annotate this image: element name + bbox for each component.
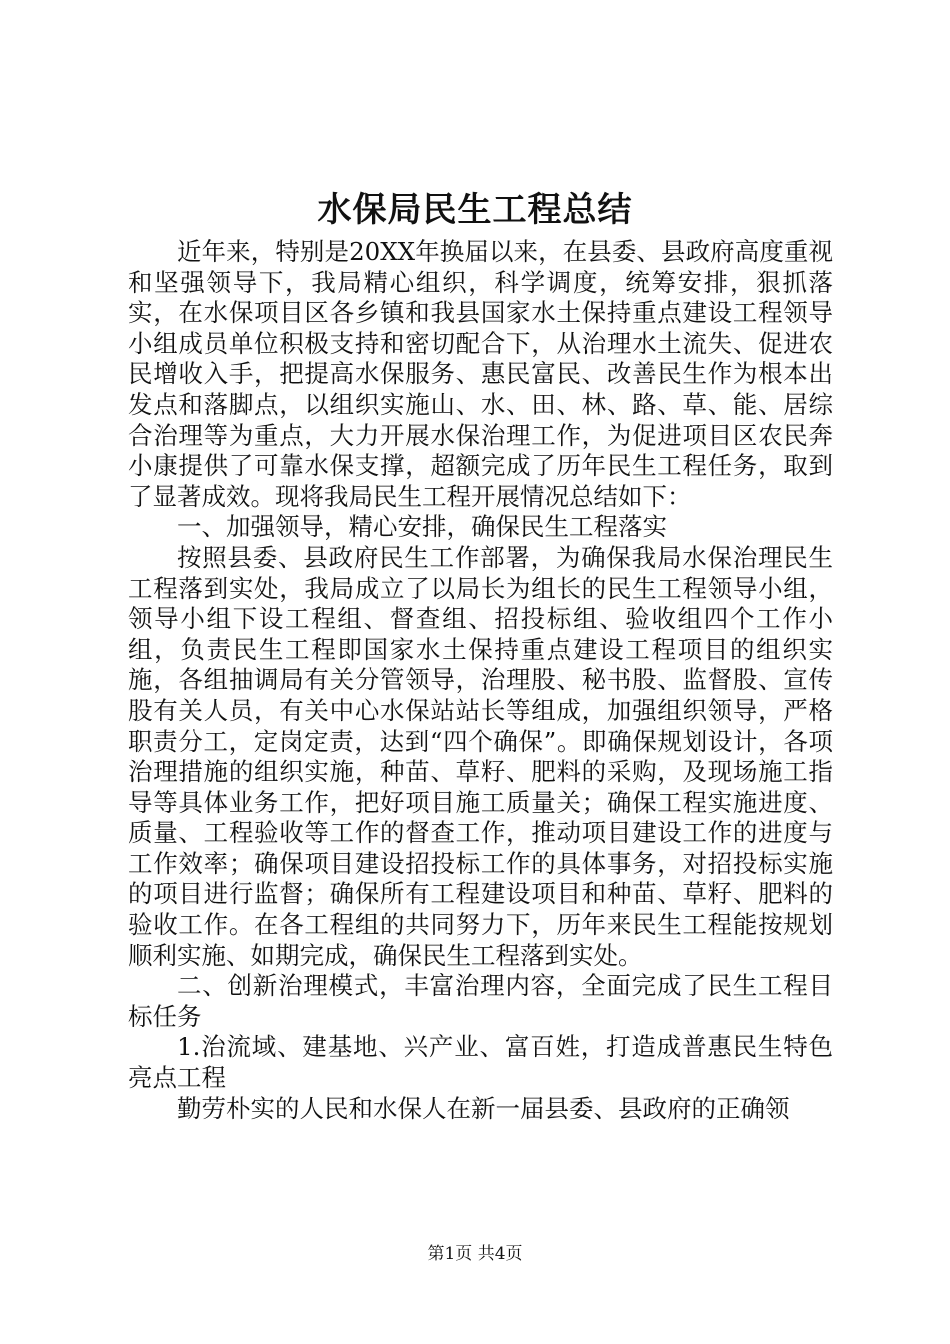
subsection-heading-1: 1.治流域、建基地、兴产业、富百姓，打造成普惠民生特色亮点工程 [128, 1032, 833, 1093]
document-body [128, 237, 833, 1124]
section-heading-2: 二、创新治理模式，丰富治理内容，全面完成了民生工程目标任务 [128, 971, 833, 1031]
paragraph-subsection-1: 勤劳朴实的人民和水保人在新一届县委、县政府的正确领 [177, 1093, 790, 1123]
document-title: 水保局民生工程总结 [317, 190, 633, 230]
paragraph-intro: 近年来，特别是20XX年换届以来，在县委、县政府高度重视和坚强领导下，我局精心组织，科学调度，统筹安排，狠抓落实，在水保项目区各乡镇和我县国家水土保持重点建设工程领导小组成员单位积极支持和密切配合下，从治理水土流失、促进农民增收入手，把提高水保服务、惠民富民、改善民生作为根本出发点和落脚点，以组织实施山、水、田、林、路、草、能、居综合治理等为重点，大力开展水保治理工作，为促进项目区农民奔小康提供了可靠水保支撑，超额完成了历年民生工程任务，取到了显著成效。现将我局民生工程开展情况总结如下： [128, 237, 833, 511]
paragraph-section-1: 按照县委、县政府民生工作部署，为确保我局水保治理民生工程落到实处，我局成立了以局长为组长的民生工程领导小组，领导小组下设工程组、督查组、招投标组、验收组四个工作小组，负责民生工程即国家水土保持重点建设工程项目的组织实施，各组抽调局有关分管领导，治理股、秘书股、监督股、宣传股有关人员，有关中心水保站站长等组成，加强组织领导，严格职责分工，定岗定责，达到“四个确保”。即确保规划设计，各项治理措施的组织实施，种苗、草籽、肥料的采购，及现场施工指导等具体业务工作，把好项目施工质量关；确保工程实施进度、质量、工程验收等工作的督查工作，推动项目建设工作的进度与工作效率；确保项目建设招投标工作的具体事务，对招投标实施的项目进行监督；确保所有工程建设项目和种苗、草籽、肥料的验收工作。在各工程组的共同努力下，历年来民生工程能按规划顺利实施、如期完成，确保民生工程落到实处。 [128, 542, 833, 970]
section-heading-1: 一、加强领导，精心安排，确保民生工程落实 [177, 512, 667, 542]
page-footer: 第1页 共4页 [427, 1244, 523, 1264]
